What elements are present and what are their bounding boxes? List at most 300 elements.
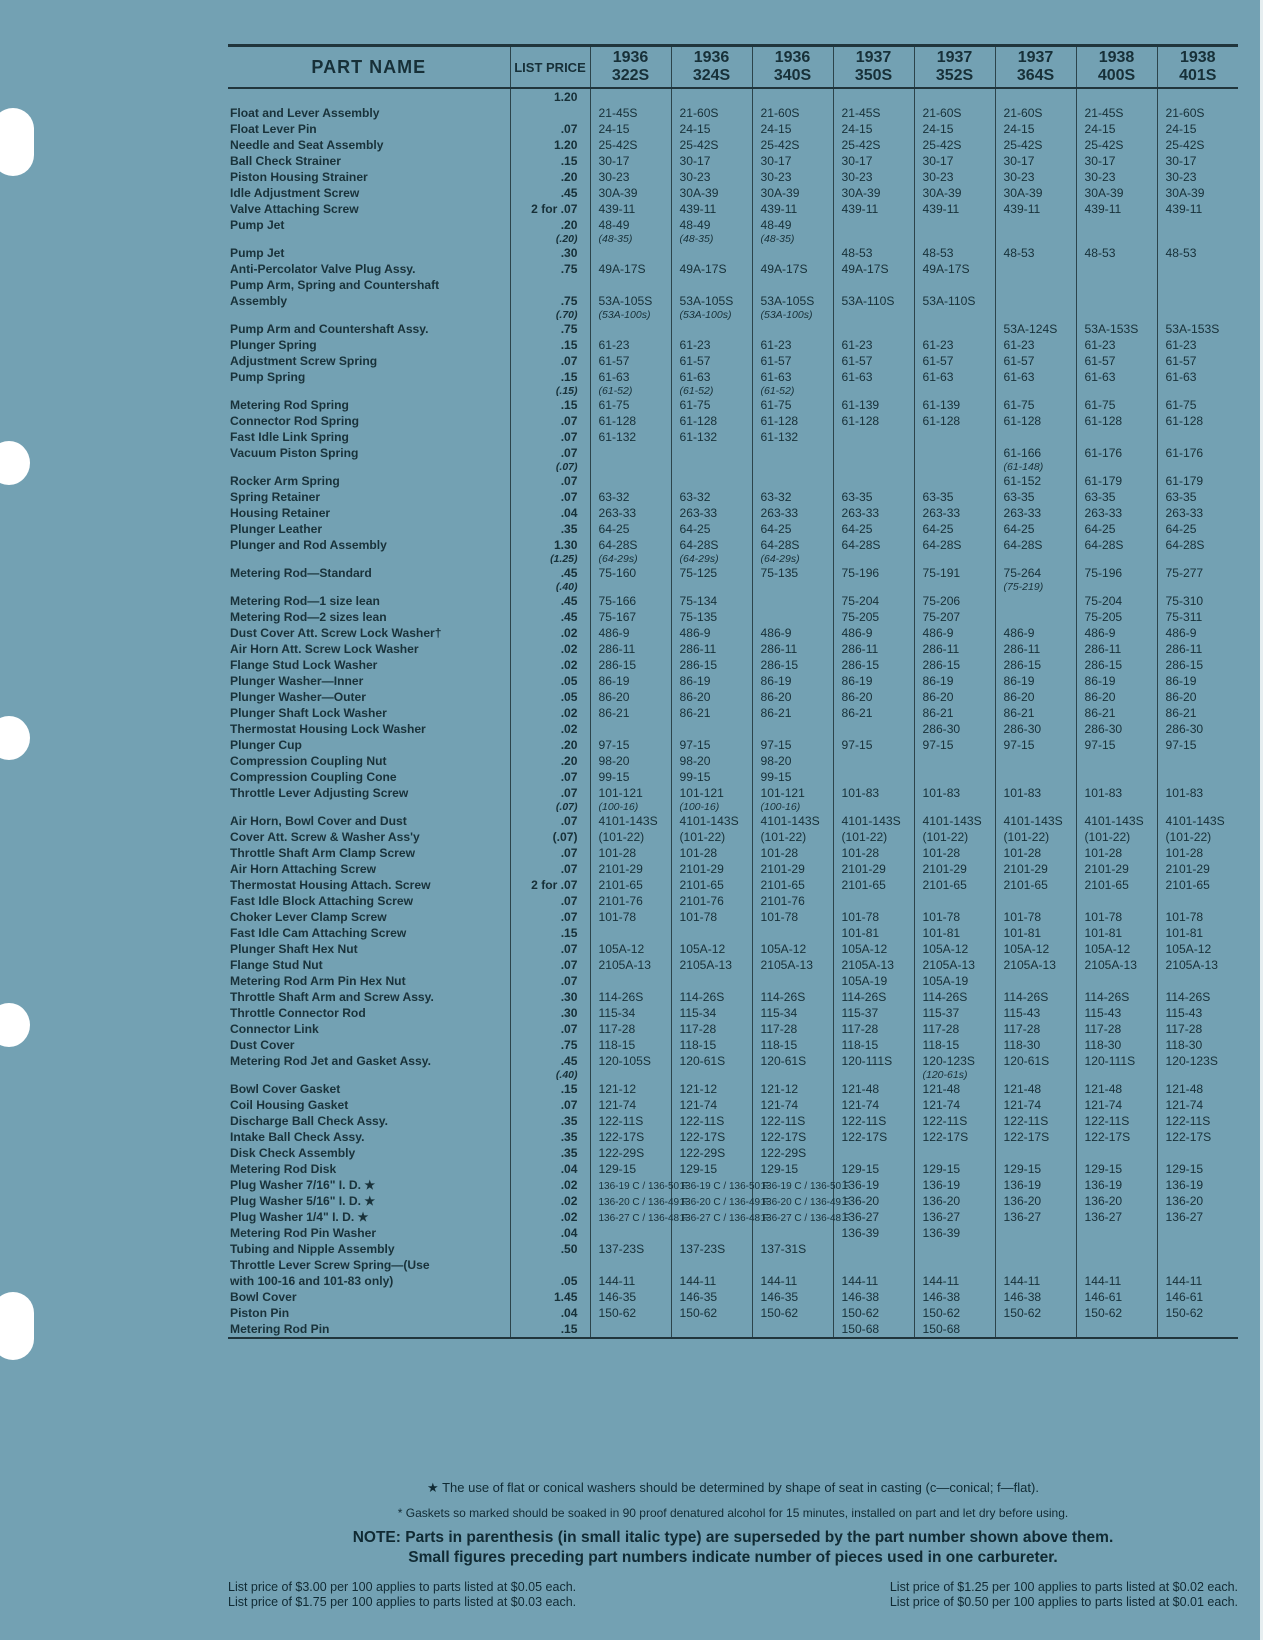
part-number: 121-12 xyxy=(679,1082,718,1096)
list-price: .75 xyxy=(560,322,578,336)
part-name: Plunger Shaft Hex Nut xyxy=(230,942,358,956)
part-number: 122-29S xyxy=(760,1146,807,1160)
part-number-cell xyxy=(752,1053,833,1081)
part-number-cell xyxy=(1076,1209,1157,1225)
part-number-cell xyxy=(995,537,1076,565)
part-number: 136-27 xyxy=(922,1210,961,1224)
part-number-cell xyxy=(1076,909,1157,925)
part-number: 114-26S xyxy=(841,990,887,1004)
part-number-cell xyxy=(590,813,671,829)
list-price-cell xyxy=(510,1005,590,1021)
part-number: 30A-39 xyxy=(922,186,962,200)
part-number: 86-21 xyxy=(1165,706,1197,720)
list-price-cell xyxy=(510,925,590,941)
table-row xyxy=(228,217,1238,245)
part-number-cell xyxy=(914,909,995,925)
part-number-cell xyxy=(752,473,833,489)
table-row xyxy=(228,1161,1238,1177)
part-number-cell xyxy=(914,625,995,641)
part-number-cell xyxy=(671,1321,752,1338)
part-number-cell xyxy=(1076,673,1157,689)
part-number-cell xyxy=(590,245,671,261)
part-number: 439-11 xyxy=(841,202,879,216)
part-number-cell xyxy=(914,473,995,489)
part-number: 75-125 xyxy=(679,566,718,580)
list-price: .15 xyxy=(560,1322,578,1336)
part-number-cell xyxy=(590,1321,671,1338)
part-number-cell xyxy=(590,909,671,925)
part-number-cell xyxy=(752,429,833,445)
part-number-cell xyxy=(914,925,995,941)
model-year: 1936 xyxy=(774,49,811,66)
list-price: .30 xyxy=(560,246,578,260)
part-number-cell xyxy=(833,137,914,153)
part-number: 115-37 xyxy=(922,1006,960,1020)
part-number: 439-11 xyxy=(679,202,717,216)
part-number-cell xyxy=(590,489,671,505)
part-number-cell xyxy=(752,1129,833,1145)
part-name: Pump Spring xyxy=(230,370,306,384)
part-number: 30A-39 xyxy=(679,186,719,200)
table-row xyxy=(228,105,1238,121)
part-number: 486-9 xyxy=(679,626,711,640)
part-number: 48-49 xyxy=(679,218,711,232)
part-number: 61-176 xyxy=(1084,446,1123,460)
part-number: 144-11 xyxy=(760,1274,798,1288)
list-price-cell xyxy=(510,769,590,785)
part-number-cell xyxy=(914,1037,995,1053)
part-number-cell xyxy=(671,277,752,293)
part-number: 2101-29 xyxy=(1165,862,1210,876)
part-number: 4101-143S xyxy=(679,814,739,828)
part-number: 121-74 xyxy=(760,1098,799,1112)
part-number-cell xyxy=(833,973,914,989)
part-number: 75-277 xyxy=(1165,566,1204,580)
part-number-cell xyxy=(914,201,995,217)
part-number: 2101-65 xyxy=(922,878,967,892)
part-number-cell xyxy=(914,489,995,505)
part-number-cell xyxy=(1076,1005,1157,1021)
part-number-cell xyxy=(1157,537,1238,565)
part-number: 122-11S xyxy=(1003,1114,1049,1128)
model-year: 1938 xyxy=(1098,49,1135,66)
part-number: 86-19 xyxy=(1084,674,1116,688)
part-name: Connector Rod Spring xyxy=(230,414,359,428)
part-name: Flange Stud Lock Washer xyxy=(230,658,378,672)
part-number-cell xyxy=(833,261,914,277)
model-number: 401S xyxy=(1179,67,1217,84)
part-number-cell xyxy=(1076,1129,1157,1145)
part-number-cell xyxy=(1076,88,1157,105)
part-number: 120-123S xyxy=(1165,1054,1218,1068)
part-number-cell xyxy=(914,769,995,785)
part-number: 99-15 xyxy=(598,770,630,784)
part-number: 24-15 xyxy=(679,122,711,136)
part-number: 129-15 xyxy=(922,1162,961,1176)
part-number-cell xyxy=(590,1241,671,1257)
part-number-cell xyxy=(1076,1053,1157,1081)
part-number: 144-11 xyxy=(679,1274,717,1288)
part-number-cell xyxy=(1076,1273,1157,1289)
part-number-cell xyxy=(590,565,671,593)
part-number: 30A-39 xyxy=(1165,186,1205,200)
superseded-part-number: (100-16) xyxy=(760,801,801,813)
part-number-cell xyxy=(1157,1037,1238,1053)
part-number-cell xyxy=(995,1161,1076,1177)
part-number: 75-167 xyxy=(598,610,637,624)
binder-hole xyxy=(0,716,30,760)
part-number-cell xyxy=(671,861,752,877)
price-note: List price of $3.00 per 100 applies to parts listed at $0.05 each. xyxy=(228,1580,577,1594)
part-number-cell xyxy=(1076,593,1157,609)
part-name: Plunger Shaft Lock Washer xyxy=(230,706,387,720)
part-number: 101-83 xyxy=(1084,786,1123,800)
part-name: Throttle Lever Screw Spring—(Use xyxy=(230,1258,430,1272)
part-number: 121-48 xyxy=(1003,1082,1042,1096)
part-number: 86-21 xyxy=(1084,706,1116,720)
list-price-cell xyxy=(510,353,590,369)
table-row xyxy=(228,1145,1238,1161)
part-number-cell xyxy=(590,1021,671,1037)
list-price: .05 xyxy=(560,690,578,704)
part-number: 115-34 xyxy=(679,1006,717,1020)
part-name: Connector Link xyxy=(230,1022,319,1036)
part-number-cell xyxy=(671,88,752,105)
part-number-cell xyxy=(1157,337,1238,353)
part-number-cell xyxy=(590,657,671,673)
part-number: 286-30 xyxy=(1084,722,1123,736)
part-number: 49A-17S xyxy=(679,262,727,276)
part-number-cell xyxy=(1157,925,1238,941)
table-row xyxy=(228,925,1238,941)
table-row xyxy=(228,261,1238,277)
part-number: 2105A-13 xyxy=(1165,958,1218,972)
part-number-cell xyxy=(833,169,914,185)
part-number: 2105A-13 xyxy=(841,958,894,972)
list-price: .04 xyxy=(560,1226,578,1240)
part-number-cell xyxy=(590,353,671,369)
binder-hole xyxy=(0,1003,30,1047)
part-number-cell xyxy=(833,121,914,137)
part-number-cell xyxy=(914,753,995,769)
part-number: 61-132 xyxy=(679,430,718,444)
part-number: 86-20 xyxy=(679,690,711,704)
part-name: Fast Idle Link Spring xyxy=(230,430,349,444)
part-number: 136-19 C / 136-50 F xyxy=(598,1181,688,1192)
part-number: 105A-12 xyxy=(1165,942,1212,956)
part-number-cell xyxy=(1157,861,1238,877)
part-number: 118-15 xyxy=(922,1038,960,1052)
part-number: 61-57 xyxy=(841,354,873,368)
part-number: 48-53 xyxy=(1003,246,1035,260)
part-number-cell xyxy=(914,1145,995,1161)
part-number-cell xyxy=(590,861,671,877)
part-number: 117-28 xyxy=(1084,1022,1122,1036)
list-price: .02 xyxy=(560,642,578,656)
part-number: 2101-65 xyxy=(1003,878,1048,892)
list-price-cell xyxy=(510,753,590,769)
part-number-cell xyxy=(671,413,752,429)
part-number-cell xyxy=(833,153,914,169)
part-number: 53A-124S xyxy=(1003,322,1058,336)
part-number-cell xyxy=(833,1037,914,1053)
part-number-cell xyxy=(752,877,833,893)
part-number: 30-17 xyxy=(841,154,873,168)
part-number: 86-19 xyxy=(1165,674,1197,688)
part-number-cell xyxy=(1157,445,1238,473)
part-number-cell xyxy=(1157,277,1238,293)
part-name: Valve Attaching Screw xyxy=(230,202,359,216)
part-number-cell xyxy=(1157,657,1238,673)
part-number-cell xyxy=(1157,413,1238,429)
part-number-cell xyxy=(590,941,671,957)
part-number-cell xyxy=(1076,989,1157,1005)
part-number-cell xyxy=(1157,565,1238,593)
part-number-cell xyxy=(590,1113,671,1129)
part-number-cell xyxy=(590,1273,671,1289)
table-row xyxy=(228,737,1238,753)
part-number-cell xyxy=(752,1225,833,1241)
part-number-cell xyxy=(752,1005,833,1021)
part-number: 150-62 xyxy=(1003,1306,1042,1320)
part-number: 97-15 xyxy=(679,738,711,752)
list-price: .75 xyxy=(560,262,578,276)
price-note: List price of $1.75 per 100 applies to parts listed at $0.03 each. xyxy=(228,1595,577,1609)
part-number: 2101-29 xyxy=(679,862,724,876)
part-number: 64-28S xyxy=(922,538,962,552)
part-number: 122-29S xyxy=(679,1146,726,1160)
part-number-cell xyxy=(995,721,1076,737)
table-row xyxy=(228,1209,1238,1225)
part-number: 121-74 xyxy=(1003,1098,1042,1112)
part-number-cell xyxy=(590,705,671,721)
part-number-cell xyxy=(1157,1273,1238,1289)
part-number: 115-34 xyxy=(598,1006,636,1020)
part-name: Plunger and Rod Assembly xyxy=(230,538,387,552)
part-number-cell xyxy=(590,105,671,121)
part-number-cell xyxy=(914,445,995,473)
part-number-cell xyxy=(995,369,1076,397)
list-price: .07 xyxy=(560,974,578,988)
part-name: Assembly xyxy=(230,294,288,308)
part-number: 146-38 xyxy=(841,1290,880,1304)
table-row xyxy=(228,877,1238,893)
list-price-cell xyxy=(510,893,590,909)
part-number: 25-42S xyxy=(1165,138,1205,152)
part-number: 117-28 xyxy=(598,1022,636,1036)
part-number-cell xyxy=(671,893,752,909)
part-number-cell xyxy=(1157,121,1238,137)
part-number: 101-81 xyxy=(1003,926,1042,940)
part-number: 75-135 xyxy=(760,566,799,580)
part-name: Throttle Shaft Arm Clamp Screw xyxy=(230,846,416,860)
table-row xyxy=(228,625,1238,641)
part-number: 75-204 xyxy=(1084,594,1123,608)
part-number: 117-28 xyxy=(1165,1022,1203,1036)
part-number-cell xyxy=(914,505,995,521)
part-name: Plunger Cup xyxy=(230,738,302,752)
list-price: .20 xyxy=(560,738,578,752)
list-price-cell xyxy=(510,565,590,593)
part-number-cell xyxy=(995,1193,1076,1209)
part-number: 101-28 xyxy=(841,846,880,860)
part-number: 101-78 xyxy=(1165,910,1204,924)
part-number-cell xyxy=(1157,1113,1238,1129)
part-number: 75-205 xyxy=(841,610,880,624)
part-number: 101-78 xyxy=(841,910,880,924)
part-number: 30-23 xyxy=(1003,170,1035,184)
part-number: 263-33 xyxy=(922,506,961,520)
part-number-cell xyxy=(1076,845,1157,861)
part-number: 30-17 xyxy=(679,154,711,168)
part-number: 101-28 xyxy=(679,846,718,860)
part-number: 150-62 xyxy=(598,1306,637,1320)
part-number: 150-62 xyxy=(1084,1306,1123,1320)
part-number: 150-62 xyxy=(841,1306,880,1320)
part-number: 121-74 xyxy=(679,1098,718,1112)
part-number-cell xyxy=(590,829,671,845)
superseded-part-number: (48-35) xyxy=(679,233,714,245)
part-number-cell xyxy=(590,1081,671,1097)
part-number: 101-28 xyxy=(922,846,961,860)
part-name: Disk Check Assembly xyxy=(230,1146,356,1160)
part-number-cell xyxy=(590,88,671,105)
part-number: 150-62 xyxy=(1165,1306,1204,1320)
part-number-cell xyxy=(914,593,995,609)
part-number-cell xyxy=(590,593,671,609)
part-number-cell xyxy=(995,769,1076,785)
part-number: 98-20 xyxy=(598,754,630,768)
part-number: 115-43 xyxy=(1003,1006,1041,1020)
part-number-cell xyxy=(752,973,833,989)
part-number-cell xyxy=(1157,369,1238,397)
list-price: .07 xyxy=(560,814,578,828)
part-number: 121-12 xyxy=(760,1082,799,1096)
part-number: 4101-143S xyxy=(760,814,820,828)
part-number: 486-9 xyxy=(1003,626,1035,640)
list-price: .05 xyxy=(560,1274,578,1288)
part-number: 121-12 xyxy=(598,1082,637,1096)
list-price: .04 xyxy=(560,1306,578,1320)
part-number-cell xyxy=(1076,489,1157,505)
list-price: .02 xyxy=(560,1210,578,1224)
part-number-cell xyxy=(1076,521,1157,537)
part-number-cell xyxy=(671,565,752,593)
list-price: .50 xyxy=(560,1242,578,1256)
part-number: 49A-17S xyxy=(760,262,808,276)
part-number: 150-62 xyxy=(922,1306,961,1320)
list-price-cell xyxy=(510,1273,590,1289)
part-number-cell xyxy=(914,1081,995,1097)
superseded-price: (.40) xyxy=(555,581,578,593)
part-number-cell xyxy=(1157,1161,1238,1177)
list-price-cell xyxy=(510,397,590,413)
part-number-cell xyxy=(995,1037,1076,1053)
part-number: 86-21 xyxy=(679,706,711,720)
model-header xyxy=(752,46,833,89)
list-price: .07 xyxy=(560,446,578,460)
part-number: 122-17S xyxy=(598,1130,645,1144)
part-number: 263-33 xyxy=(841,506,880,520)
part-name: Discharge Ball Check Assy. xyxy=(230,1114,388,1128)
part-number: 75-196 xyxy=(841,566,880,580)
price-notes xyxy=(228,1580,1238,1610)
part-number-cell xyxy=(1076,261,1157,277)
table-row xyxy=(228,909,1238,925)
part-number-cell xyxy=(995,1321,1076,1338)
part-number: 61-63 xyxy=(922,370,954,384)
part-number: 286-11 xyxy=(1165,642,1203,656)
part-number: 122-11S xyxy=(598,1114,644,1128)
part-number-cell xyxy=(752,413,833,429)
part-name: Pump Jet xyxy=(230,218,285,232)
table-row xyxy=(228,705,1238,721)
part-number: 122-29S xyxy=(598,1146,645,1160)
part-number-cell xyxy=(1076,753,1157,769)
part-number-cell xyxy=(833,1257,914,1273)
part-number: 2105A-13 xyxy=(598,958,651,972)
part-number: 30-17 xyxy=(1084,154,1116,168)
part-number-cell xyxy=(914,185,995,201)
part-number: 122-17S xyxy=(760,1130,807,1144)
part-name: Throttle Shaft Arm and Screw Assy. xyxy=(230,990,434,1004)
part-name: Dust Cover xyxy=(230,1038,295,1052)
table-row xyxy=(228,1241,1238,1257)
part-number: 21-45S xyxy=(1084,106,1124,120)
part-number-cell xyxy=(752,505,833,521)
part-number: 136-19 xyxy=(1003,1178,1042,1192)
header-row xyxy=(228,46,1238,89)
part-number-cell xyxy=(1157,893,1238,909)
part-number: 21-60S xyxy=(1003,106,1043,120)
part-number-cell xyxy=(671,245,752,261)
part-number: 144-11 xyxy=(922,1274,960,1288)
part-number: 136-27 C / 136-48 F xyxy=(598,1213,688,1224)
part-number-cell xyxy=(1076,877,1157,893)
list-price-cell xyxy=(510,489,590,505)
part-number: 86-20 xyxy=(1003,690,1035,704)
part-number: 121-48 xyxy=(841,1082,880,1096)
table-row xyxy=(228,689,1238,705)
part-number-cell xyxy=(914,1193,995,1209)
part-number-cell xyxy=(1076,153,1157,169)
table-row xyxy=(228,1005,1238,1021)
part-number-cell xyxy=(1157,1097,1238,1113)
part-number: 64-25 xyxy=(922,522,954,536)
part-name: Needle and Seat Assembly xyxy=(230,138,384,152)
list-price: .02 xyxy=(560,706,578,720)
part-number-cell xyxy=(752,673,833,689)
part-number-cell xyxy=(914,893,995,909)
part-number: 63-35 xyxy=(922,490,954,504)
part-number-cell xyxy=(833,673,914,689)
part-number: 120-111S xyxy=(1084,1054,1136,1068)
part-number-cell xyxy=(833,429,914,445)
part-number: 122-17S xyxy=(841,1130,888,1144)
part-number-cell xyxy=(914,705,995,721)
part-number-cell xyxy=(671,489,752,505)
part-number-cell xyxy=(671,1193,769,1209)
part-number: 64-25 xyxy=(1003,522,1035,536)
list-price-cell xyxy=(510,973,590,989)
part-number-cell xyxy=(914,785,995,813)
part-number: (101-22) xyxy=(1165,830,1212,844)
part-number: 61-128 xyxy=(1084,414,1123,428)
part-number: (101-22) xyxy=(1003,830,1050,844)
part-name: Thermostat Housing Attach. Screw xyxy=(230,878,431,892)
part-number-cell xyxy=(1157,641,1238,657)
part-number-cell xyxy=(752,705,833,721)
